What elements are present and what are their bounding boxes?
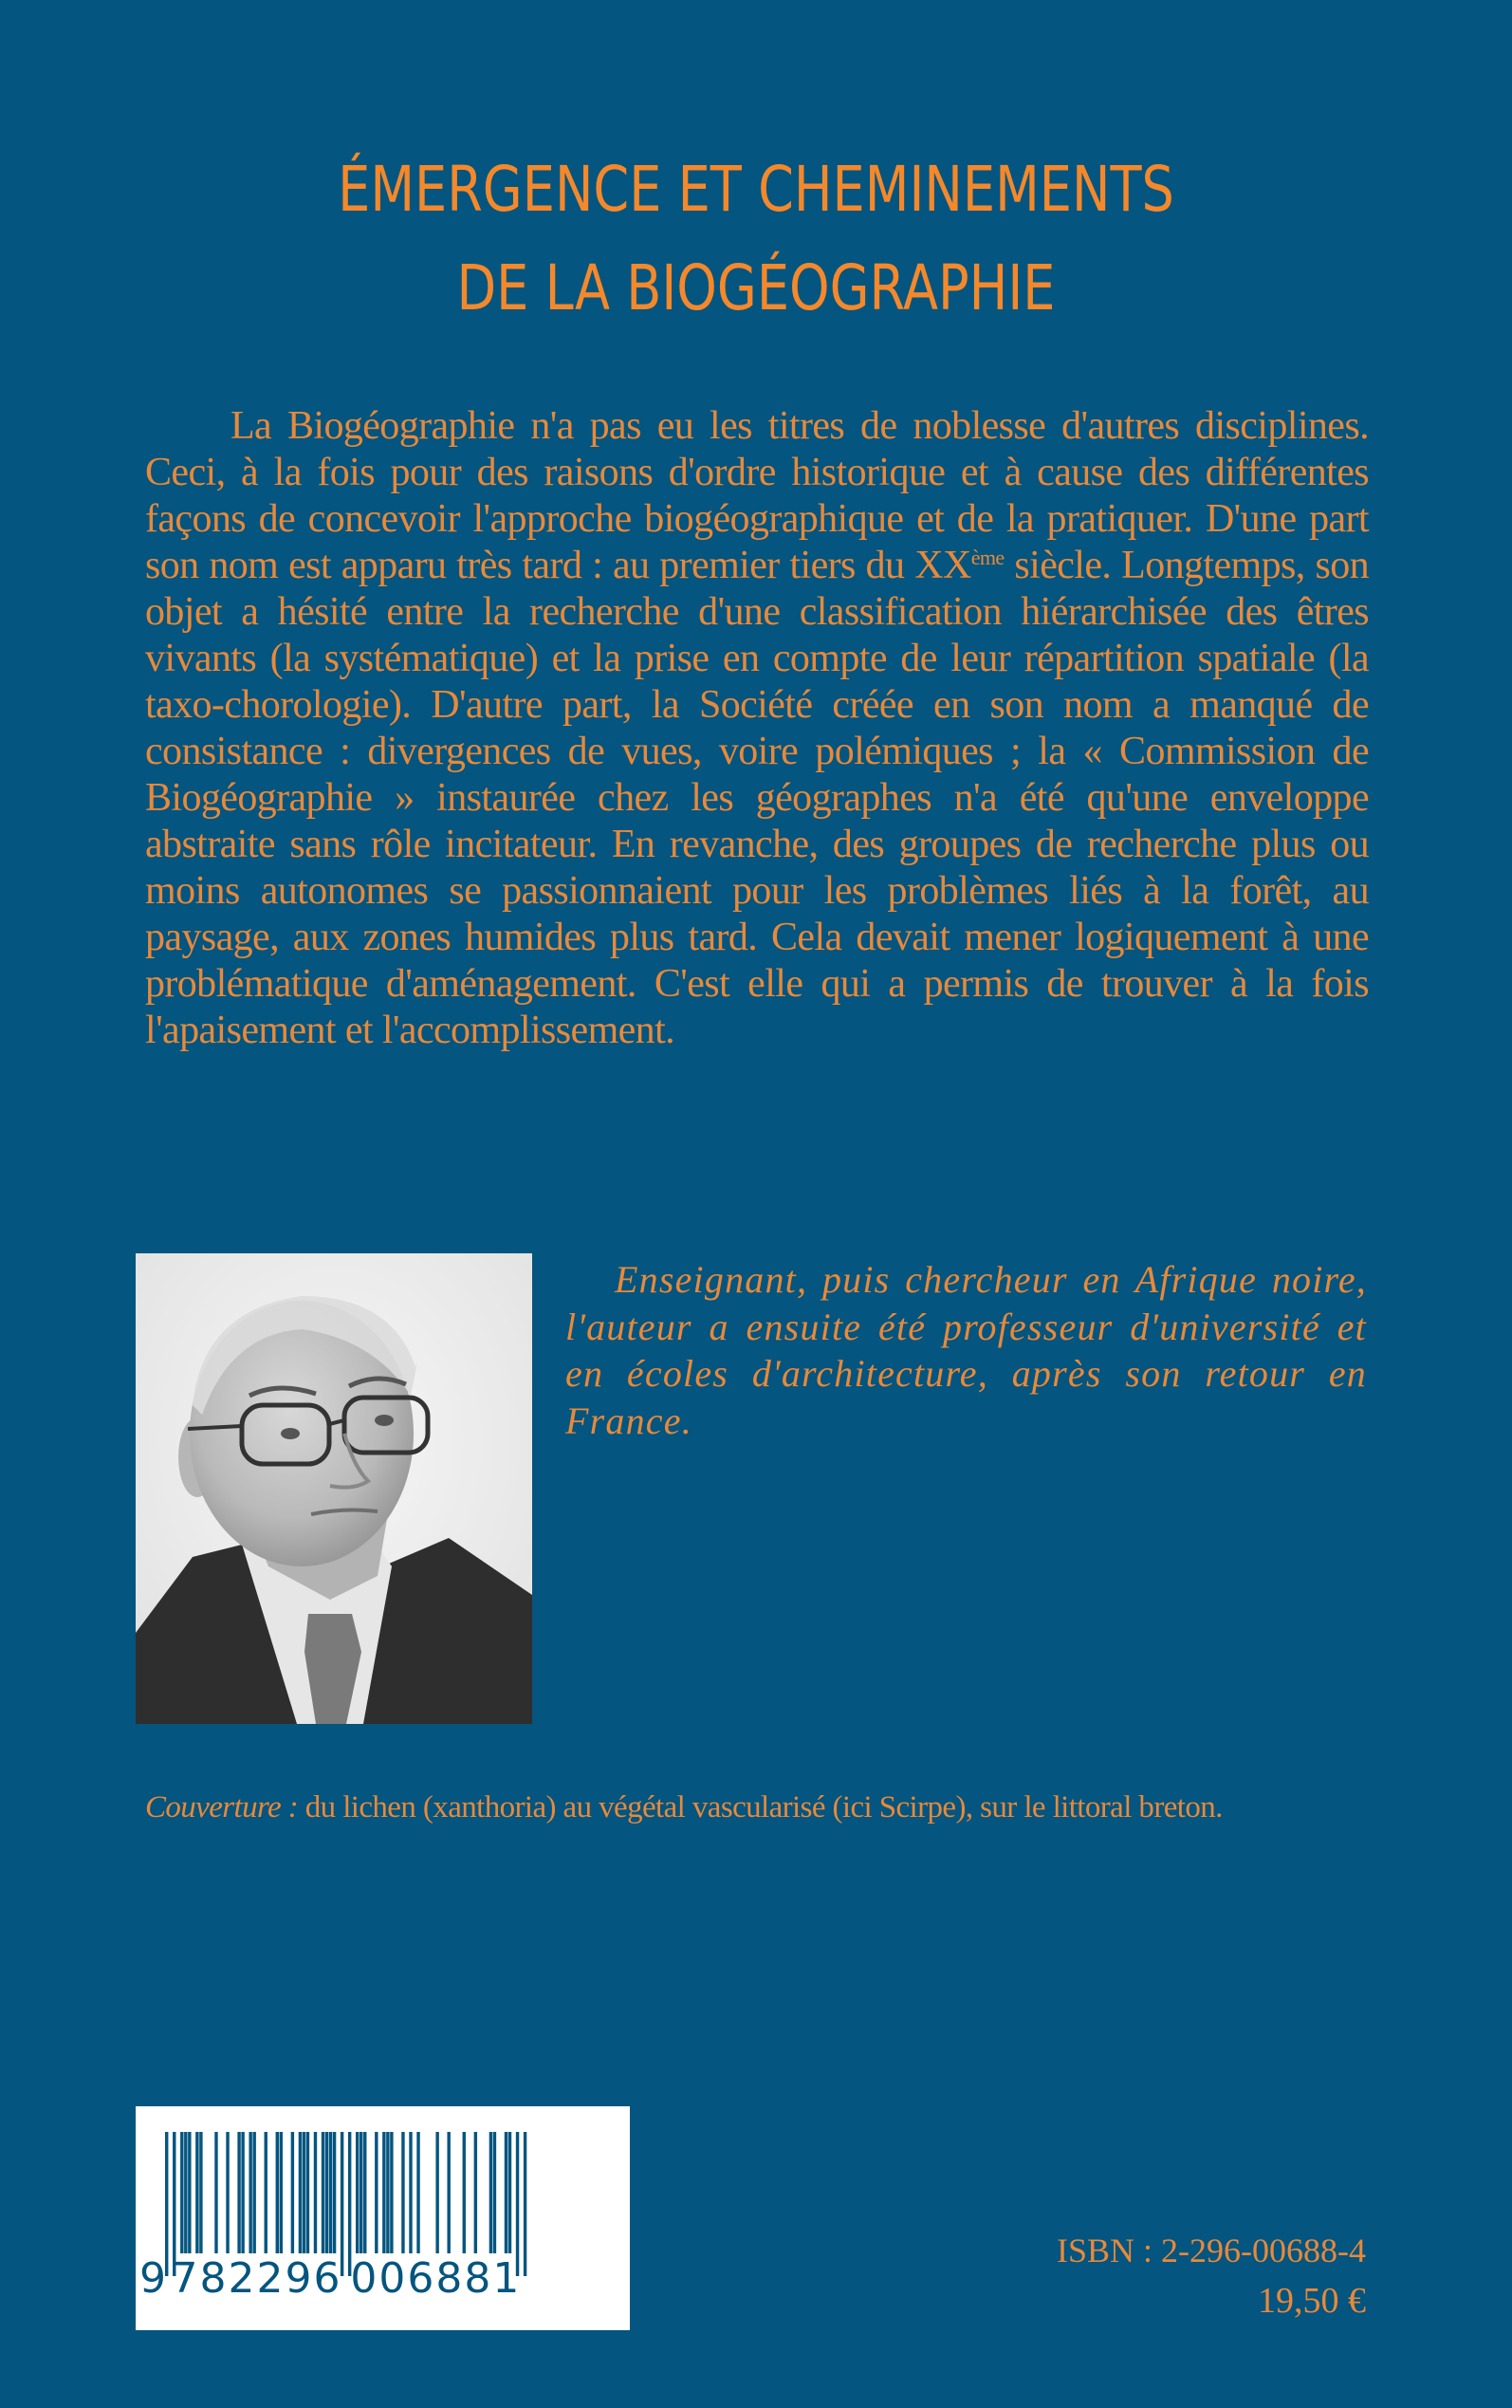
portrait-image (136, 1253, 532, 1724)
isbn: ISBN : 2-296-00688-4 (1057, 2232, 1366, 2269)
title-line-1: ÉMERGENCE ET CHEMINEMENTS (338, 153, 1174, 226)
title-line-2: DE LA BIOGÉOGRAPHIE (456, 251, 1056, 324)
cover-note (145, 1786, 1369, 1830)
author-photo (136, 1253, 532, 1724)
svg-text:782296: 782296 (171, 2254, 342, 2303)
svg-text:9: 9 (139, 2254, 166, 2303)
cover-note-label: Couverture : (145, 1790, 299, 1825)
barcode (136, 2106, 630, 2330)
summary-paragraph (145, 403, 1369, 1054)
price: 19,50 € (1258, 2281, 1366, 2321)
cover-note-text: du lichen (xanthoria) au végétal vascularisé (ici Scirpe), sur le littoral breton. (298, 1790, 1223, 1825)
barcode-bars (136, 2106, 630, 2330)
summary-text-part-2: siècle. Longtemps, son objet a hésité entre la recherche d'une classification hiérarchisée des êtres vivants (la systématique) et la prise en compte de leur répartition spatiale (la taxo-chorologie). D'autre part, la Société créée en son nom a manqué de consistance : divergences de vues, voire polémiques ; la « Commission de Biogéographie » instaurée chez les géographes n'a été qu'une enveloppe abstraite sans rôle incitateur. En revanche, des groupes de recherche plus ou moins autonomes se passionnaient pour les problèmes liés à la forêt, au paysage, aux zones humides plus tard. Cela devait mener logiquement à une problématique d'aménagement. C'est elle qui a permis de trouver à la fois l'apaisement et l'accomplissement. (145, 544, 1369, 1052)
summary-superscript: ème (970, 546, 1005, 569)
svg-text:006881: 006881 (350, 2254, 522, 2303)
summary-text-part-1: La Biogéographie n'a pas eu les titres de noblesse d'autres disciplines. Ceci, à la fois pour des raisons d'ordre historique et à cause des différentes façons de concevoir l'approche biogéographique et de la pratiquer. D'une part son nom est apparu très tard : au premier tiers du XX (145, 404, 1369, 587)
book-title (0, 140, 1512, 338)
author-bio: Enseignant, puis chercheur en Afrique noire, l'auteur a ensuite été professeur d'université et en écoles d'architecture, après son retour en France. (565, 1258, 1367, 1442)
